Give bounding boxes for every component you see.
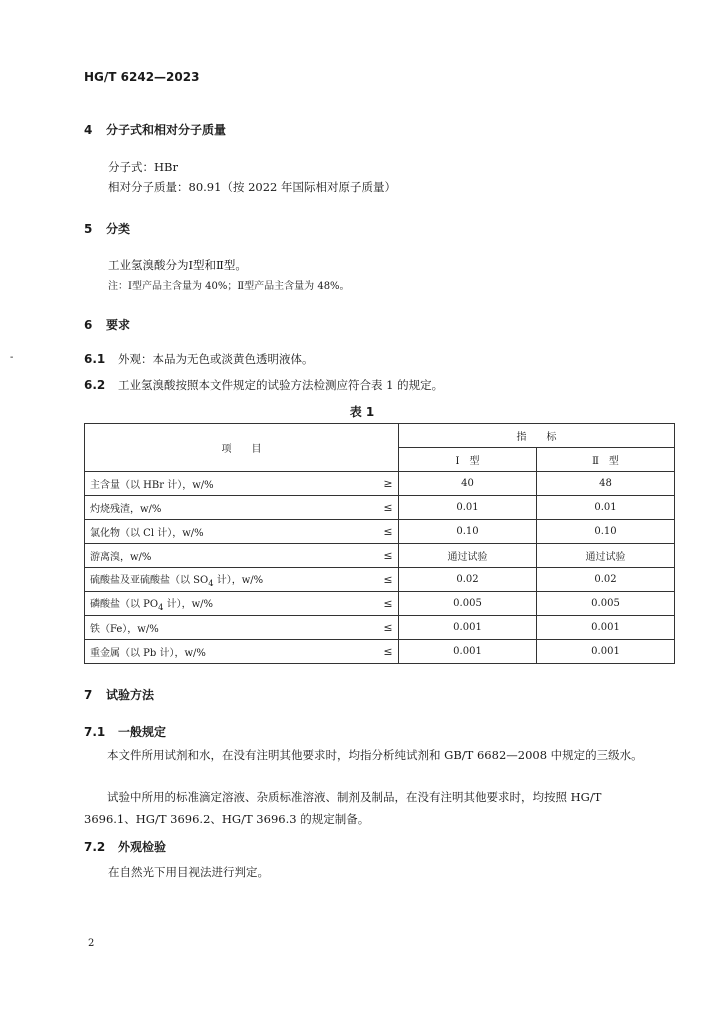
row-item-prefix: 硫酸盐及亚硫酸盐（以 SO — [90, 575, 209, 586]
clause-6-2 — [84, 377, 443, 393]
section-7-heading — [84, 686, 154, 703]
row-item — [85, 568, 379, 592]
row-item-subscript: 4 — [208, 578, 214, 588]
clause-6-2-text: 工业氢溴酸按照本文件规定的试验方法检测应符合表 1 的规定。 — [118, 378, 444, 392]
clause-7-2-number: 7.2 — [84, 840, 106, 854]
clause-6-1-text: 外观：本品为无色或淡黄色透明液体。 — [118, 352, 314, 366]
clause-6-1-number: 6.1 — [84, 352, 106, 366]
classification-text: 工业氢溴酸分为Ⅰ型和Ⅱ型。 — [108, 258, 247, 272]
clause-6-2-number: 6.2 — [84, 378, 106, 392]
row-symbol: ≤ — [378, 544, 399, 568]
row-type-1-value: 0.10 — [399, 520, 537, 544]
row-item: 主含量（以 HBr 计），w/% — [85, 472, 379, 496]
requirements-table — [84, 423, 675, 664]
clause-6-1 — [84, 351, 314, 367]
table-row — [85, 568, 675, 592]
row-type-1-value: 通过试验 — [399, 544, 537, 568]
header-item: 项 目 — [85, 424, 399, 472]
row-symbol: ≤ — [378, 520, 399, 544]
appearance-test-text: 在自然光下用目视法进行判定。 — [108, 865, 269, 879]
row-item-suffix: 计），w/% — [213, 575, 264, 586]
table-header-row — [85, 424, 675, 448]
row-item: 游离溴，w/% — [85, 544, 379, 568]
row-type-1-value: 0.001 — [399, 640, 537, 664]
section-5-heading — [84, 220, 130, 237]
row-item: 铁（Fe），w/% — [85, 616, 379, 640]
row-type-1-value: 0.02 — [399, 568, 537, 592]
section-6-heading — [84, 316, 130, 333]
clause-7-2-title: 外观检验 — [118, 840, 167, 854]
row-type-2-value: 通过试验 — [537, 544, 675, 568]
header-index: 指 标 — [399, 424, 675, 448]
clause-7-1-number: 7.1 — [84, 725, 106, 739]
clause-7-1-heading — [84, 723, 166, 740]
table-row — [85, 496, 675, 520]
classification-note: 注：Ⅰ型产品主含量为 40%；Ⅱ型产品主含量为 48%。 — [108, 281, 350, 292]
row-type-2-value: 0.01 — [537, 496, 675, 520]
row-symbol: ≤ — [378, 568, 399, 592]
row-type-2-value: 48 — [537, 472, 675, 496]
row-type-2-value: 0.005 — [537, 592, 675, 616]
general-rule-paragraph-2: 试验中所用的标准滴定溶液、杂质标准溶液、制剂及制品，在没有注明其他要求时，均按照 HG/T 3696.1、HG/T 3696.2、HG/T 3696.3 的规定制备。 — [84, 790, 602, 826]
row-symbol: ≤ — [378, 640, 399, 664]
standard-id-header: HG/T 6242—2023 — [84, 70, 200, 84]
page-number: 2 — [88, 938, 95, 949]
header-type-1: Ⅰ 型 — [399, 448, 537, 472]
row-item-suffix: 计），w/% — [163, 599, 214, 610]
formula-line: 分子式：HBr — [108, 160, 178, 174]
section-7-number: 7 — [84, 688, 93, 702]
row-symbol: ≤ — [378, 496, 399, 520]
row-symbol: ≤ — [378, 616, 399, 640]
row-item-subscript: 4 — [158, 602, 164, 612]
row-type-1-value: 0.01 — [399, 496, 537, 520]
table-row — [85, 640, 675, 664]
row-symbol: ≥ — [378, 472, 399, 496]
row-symbol: ≤ — [378, 592, 399, 616]
table-row — [85, 520, 675, 544]
section-6-title: 要求 — [106, 318, 131, 332]
clause-7-2-heading — [84, 838, 166, 855]
clause-7-1-title: 一般规定 — [118, 725, 167, 739]
row-type-1-value: 40 — [399, 472, 537, 496]
header-type-2: Ⅱ 型 — [537, 448, 675, 472]
row-type-1-value: 0.005 — [399, 592, 537, 616]
table-caption: 表 1 — [349, 405, 375, 419]
table-row — [85, 592, 675, 616]
row-type-2-value: 0.10 — [537, 520, 675, 544]
row-type-2-value: 0.001 — [537, 640, 675, 664]
row-type-1-value: 0.001 — [399, 616, 537, 640]
row-item — [85, 592, 379, 616]
table-row — [85, 544, 675, 568]
table-row — [85, 472, 675, 496]
section-4-heading — [84, 121, 226, 138]
table-row — [85, 616, 675, 640]
section-4-number: 4 — [84, 123, 93, 137]
row-type-2-value: 0.02 — [537, 568, 675, 592]
section-7-title: 试验方法 — [106, 688, 155, 702]
general-rule-paragraph-1: 本文件所用试剂和水，在没有注明其他要求时，均指分析纯试剂和 GB/T 6682—2008 中规定的三级水。 — [107, 748, 643, 762]
margin-mark: - — [10, 352, 14, 363]
row-type-2-value: 0.001 — [537, 616, 675, 640]
molecular-mass-line: 相对分子质量：80.91（按 2022 年国际相对原子质量） — [108, 180, 396, 194]
section-5-title: 分类 — [106, 222, 131, 236]
row-item-prefix: 磷酸盐（以 PO — [90, 599, 159, 610]
row-item: 灼烧残渣，w/% — [85, 496, 379, 520]
section-6-number: 6 — [84, 318, 93, 332]
section-5-number: 5 — [84, 222, 93, 236]
row-item: 重金属（以 Pb 计），w/% — [85, 640, 379, 664]
row-item: 氯化物（以 Cl 计），w/% — [85, 520, 379, 544]
section-4-title: 分子式和相对分子质量 — [106, 123, 227, 137]
